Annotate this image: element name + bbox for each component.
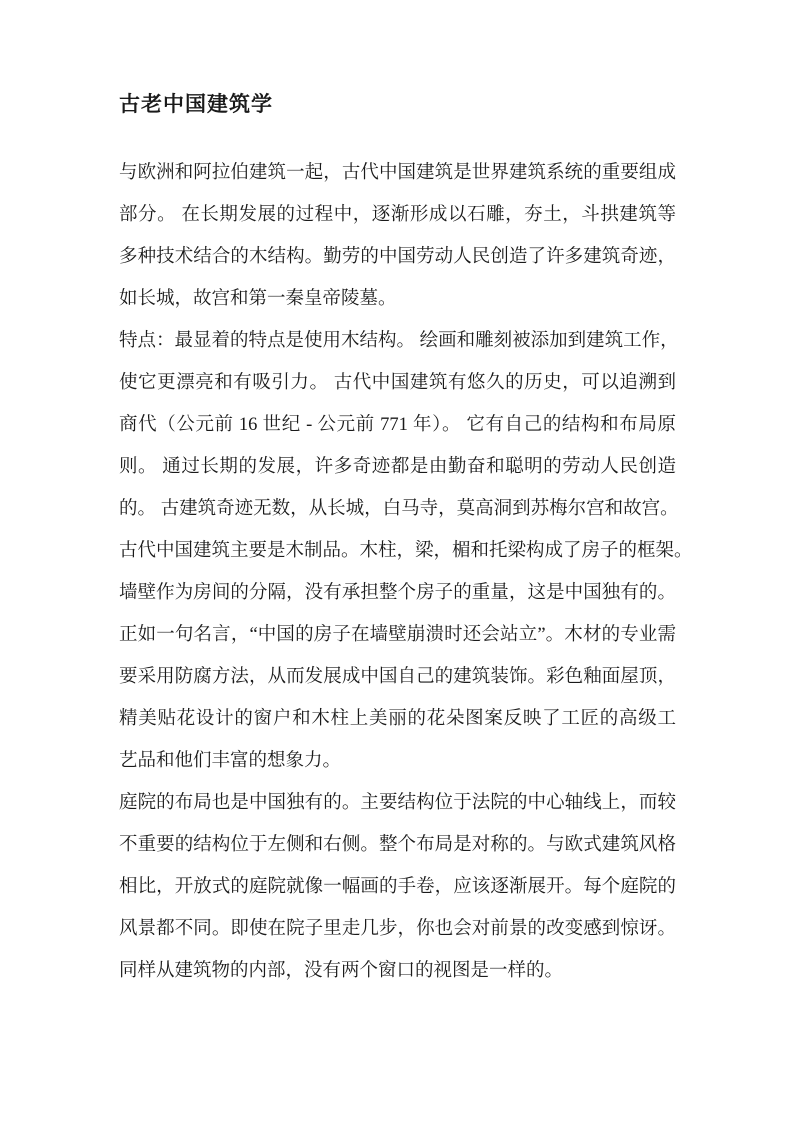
text-line: 古代中国建筑主要是木制品。木柱，梁，楣和托梁构成了房子的框架。 xyxy=(119,541,693,561)
text-line: 特点：最显着的特点是使用木结构。 绘画和雕刻被添加到建筑工作， xyxy=(119,331,679,351)
text-line: 与欧洲和阿拉伯建筑一起，古代中国建筑是世界建筑系统的重要组成 xyxy=(119,163,676,183)
paragraph xyxy=(119,782,676,992)
text-line: 多种技术结合的木结构。勤劳的中国劳动人民创造了许多建筑奇迹， xyxy=(119,247,676,267)
text-line: 庭院的布局也是中国独有的。主要结构位于法院的中心轴线上，而较 xyxy=(119,793,676,813)
paragraph xyxy=(119,320,693,782)
text-line: 的。 古建筑奇迹无数，从长城，白马寺，莫高洞到苏梅尔宫和故宫。 xyxy=(119,499,679,519)
text-line: 正如一句名言，“中国的房子在墙壁崩溃时还会站立”。木材的专业需 xyxy=(119,625,676,645)
text-line: 如长城，故宫和第一秦皇帝陵墓。 xyxy=(119,289,397,309)
text-line: 部分。 在长期发展的过程中，逐渐形成以石雕，夯土，斗拱建筑等 xyxy=(119,205,676,225)
page-title: 古老中国建筑学 xyxy=(119,92,273,116)
text-line: 则。 通过长期的发展，许多奇迹都是由勤奋和聪明的劳动人民创造 xyxy=(119,457,676,477)
text-line: 墙壁作为房间的分隔，没有承担整个房子的重量，这是中国独有的。 xyxy=(119,583,676,603)
text-line: 精美贴花设计的窗户和木柱上美丽的花朵图案反映了工匠的高级工 xyxy=(119,709,676,729)
text-line: 商代（公元前 16 世纪 - 公元前 771 年）。 它有自己的结构和布局原 xyxy=(119,415,676,435)
text-line: 使它更漂亮和有吸引力。 古代中国建筑有悠久的历史，可以追溯到 xyxy=(119,373,676,393)
text-line: 风景都不同。即使在院子里走几步，你也会对前景的改变感到惊讶。 xyxy=(119,919,676,939)
text-line: 相比，开放式的庭院就像一幅画的手卷，应该逐渐展开。每个庭院的 xyxy=(119,877,676,897)
text-line: 要采用防腐方法，从而发展成中国自己的建筑装饰。彩色釉面屋顶， xyxy=(119,667,676,687)
text-line: 艺品和他们丰富的想象力。 xyxy=(119,751,342,771)
text-line: 不重要的结构位于左侧和右侧。整个布局是对称的。与欧式建筑风格 xyxy=(119,835,676,855)
text-line: 同样从建筑物的内部，没有两个窗口的视图是一样的。 xyxy=(119,961,564,981)
paragraph xyxy=(119,152,676,320)
